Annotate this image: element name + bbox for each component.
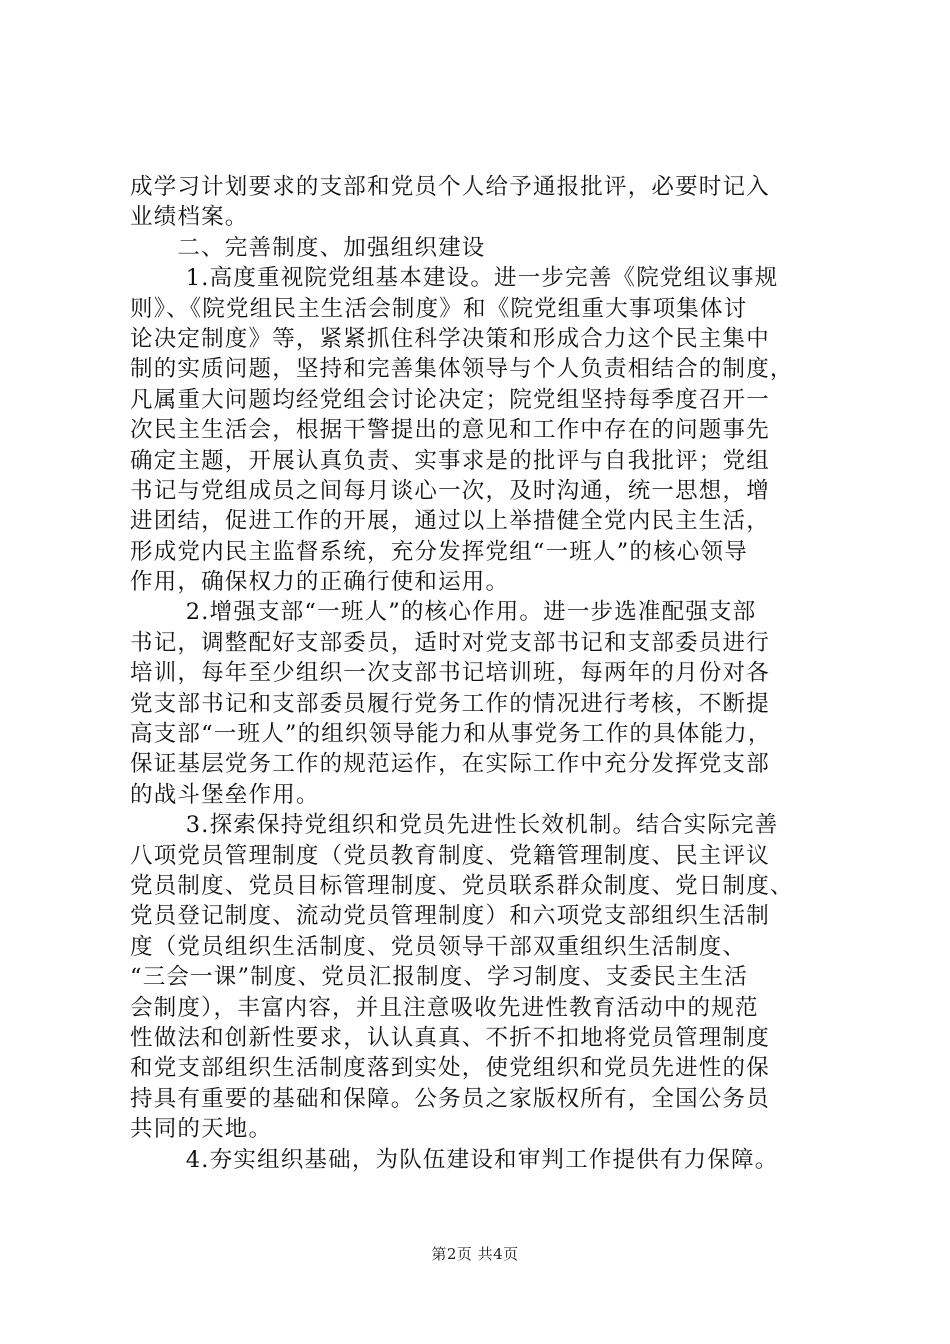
text-line: 4.夯实组织基础，为队伍建设和审判工作提供有力保障。: [130, 1146, 779, 1173]
text-line: 培训，每年至少组织一次支部书记培训班，每两年的月份对各: [130, 660, 770, 687]
text-line: 度（党员组织生活制度、党员领导干部双重组织生活制度、: [130, 933, 747, 960]
text-line: 八项党员管理制度（党员教育制度、党籍管理制度、民主评议: [130, 842, 770, 869]
document-body: [130, 172, 830, 1175]
text-line: 书记与党组成员之间每月谈心一次，及时沟通，统一思想，增: [130, 477, 770, 504]
text-line: 党支部书记和支部委员履行党务工作的情况进行考核，不断提: [130, 690, 770, 717]
text-line: 持具有重要的基础和保障。公务员之家版权所有，全国公务员: [130, 1085, 770, 1112]
page-footer: 第2页 共4页: [431, 1245, 519, 1263]
text-line: 制的实质问题，坚持和完善集体领导与个人负责相结合的制度，: [130, 356, 794, 383]
text-line: 作用，确保权力的正确行使和运用。: [130, 569, 510, 596]
text-line: “三会一课”制度、党员汇报制度、学习制度、支委民主生活: [130, 964, 748, 991]
text-line: 论决定制度》等，紧紧抓住科学决策和形成合力这个民主集中: [130, 325, 770, 352]
text-line: 确定主题，开展认真负责、实事求是的批评与自我批评；党组: [130, 447, 770, 474]
text-line: 业绩档案。: [130, 204, 249, 231]
text-line: 进团结，促进工作的开展，通过以上举措健全党内民主生活，: [130, 508, 770, 535]
text-line: 党员制度、党员目标管理制度、党员联系群众制度、党日制度、: [130, 872, 794, 899]
text-line: 会制度），丰富内容，并且注意吸收先进性教育活动中的规范: [130, 994, 759, 1021]
text-line: 则》、《院党组民主生活会制度》和《院党组重大事项集体讨: [130, 295, 748, 322]
text-line: 书记，调整配好支部委员，适时对党支部书记和支部委员进行: [130, 629, 770, 656]
text-line: 和党支部组织生活制度落到实处，使党组织和党员先进性的保: [130, 1055, 770, 1082]
text-line: 成学习计划要求的支部和党员个人给予通报批评，必要时记入: [130, 174, 770, 200]
text-line: 3.探索保持党组织和党员先进性长效机制。结合实际完善: [130, 812, 779, 839]
text-line: 1.高度重视院党组基本建设。进一步完善《院党组议事规: [130, 265, 779, 292]
text-line: 形成党内民主监督系统，充分发挥党组“一班人”的核心领导: [130, 538, 748, 565]
text-line: 二、完善制度、加强组织建设: [130, 234, 486, 261]
text-line: 2.增强支部“一班人”的核心作用。进一步选准配强支部: [130, 599, 757, 626]
text-line: 共同的天地。: [130, 1116, 273, 1143]
text-line: 性做法和创新性要求，认认真真、不折不扣地将党员管理制度: [130, 1024, 770, 1051]
text-line: 党员登记制度、流动党员管理制度）和六项党支部组织生活制: [130, 903, 770, 930]
text-line: 的战斗堡垒作用。: [130, 781, 320, 808]
text-line: 高支部“一班人”的组织领导能力和从事党务工作的具体能力，: [130, 721, 772, 748]
text-line: 保证基层党务工作的规范运作，在实际工作中充分发挥党支部: [130, 751, 770, 778]
text-line: 次民主生活会，根据干警提出的意见和工作中存在的问题事先: [130, 417, 770, 444]
text-line: 凡属重大问题均经党组会讨论决定；院党组坚持每季度召开一: [130, 386, 770, 413]
